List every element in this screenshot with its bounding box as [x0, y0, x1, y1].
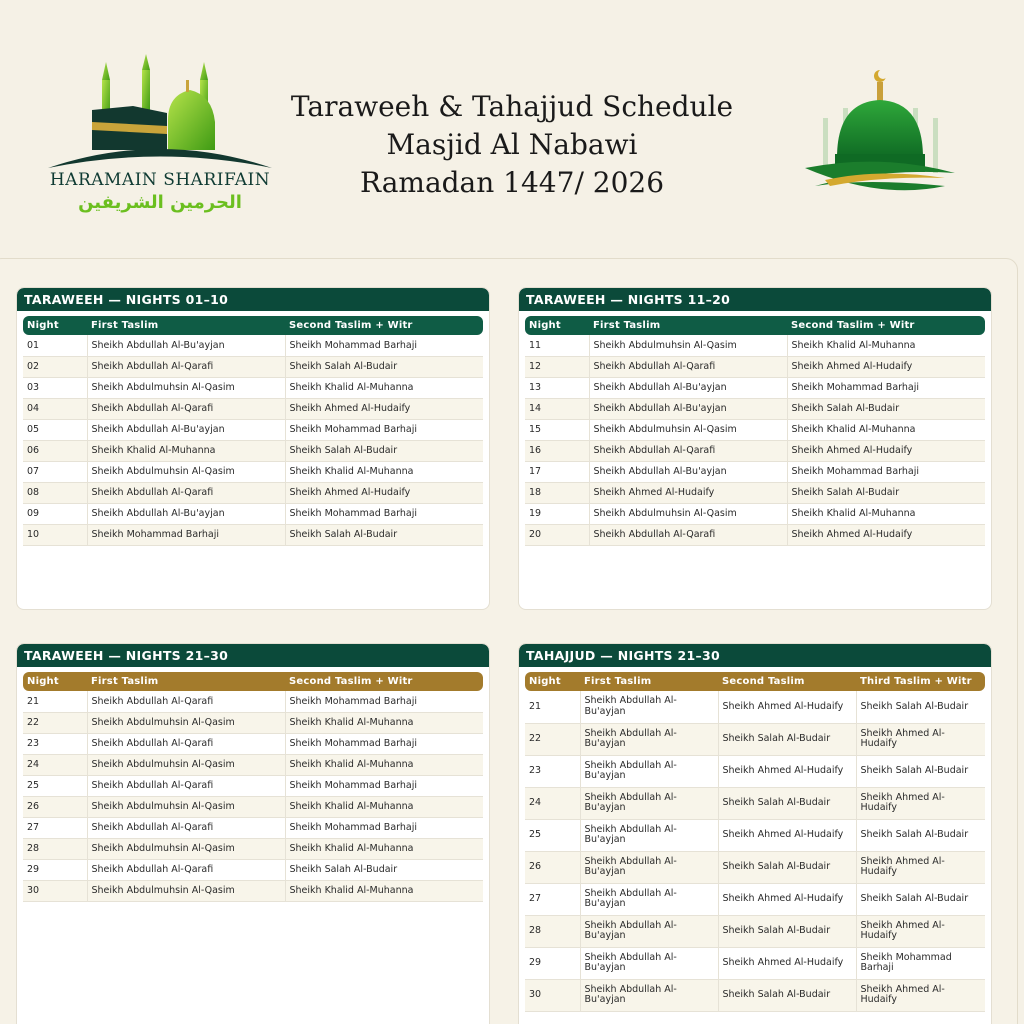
third-taslim-cell: Sheikh Ahmed Al-Hudaify — [856, 723, 985, 755]
second-taslim-cell: Sheikh Ahmed Al-Hudaify — [718, 947, 856, 979]
first-taslim-cell: Sheikh Abdullah Al-Qarafi — [589, 524, 787, 545]
table-row — [23, 461, 483, 482]
night-cell: 04 — [23, 398, 87, 419]
night-cell: 11 — [525, 335, 589, 356]
second-taslim-cell: Sheikh Khalid Al-Muhanna — [787, 503, 985, 524]
column-header-night: Night — [525, 672, 580, 691]
night-cell: 26 — [23, 796, 87, 817]
night-cell: 28 — [23, 838, 87, 859]
table-row — [525, 419, 985, 440]
first-taslim-cell: Sheikh Abdullah Al-Qarafi — [87, 817, 285, 838]
green-dome-logo — [795, 68, 965, 203]
first-taslim-cell: Sheikh Mohammad Barhaji — [87, 524, 285, 545]
first-taslim-cell: Sheikh Abdullah Al-Qarafi — [87, 482, 285, 503]
first-taslim-cell: Sheikh Abdulmuhsin Al-Qasim — [87, 796, 285, 817]
second-taslim-cell: Sheikh Khalid Al-Muhanna — [285, 838, 483, 859]
table-row — [525, 979, 985, 1011]
table-row — [23, 796, 483, 817]
first-taslim-cell: Sheikh Abdulmuhsin Al-Qasim — [87, 377, 285, 398]
first-taslim-cell: Sheikh Abdullah Al-Bu'ayjan — [580, 723, 718, 755]
night-cell: 19 — [525, 503, 589, 524]
table-row — [525, 356, 985, 377]
second-taslim-cell: Sheikh Khalid Al-Muhanna — [285, 461, 483, 482]
second-taslim-cell: Sheikh Salah Al-Budair — [718, 787, 856, 819]
first-taslim-cell: Sheikh Abdulmuhsin Al-Qasim — [87, 754, 285, 775]
haramain-logo — [40, 50, 280, 225]
night-cell: 30 — [525, 979, 580, 1011]
night-cell: 10 — [23, 524, 87, 545]
night-cell: 30 — [23, 880, 87, 901]
first-taslim-cell: Sheikh Abdullah Al-Bu'ayjan — [87, 419, 285, 440]
third-taslim-cell: Sheikh Ahmed Al-Hudaify — [856, 979, 985, 1011]
night-cell: 29 — [23, 859, 87, 880]
table-row — [525, 947, 985, 979]
first-taslim-cell: Sheikh Abdullah Al-Bu'ayjan — [580, 691, 718, 723]
night-cell: 01 — [23, 335, 87, 356]
first-taslim-cell: Sheikh Abdullah Al-Bu'ayjan — [580, 883, 718, 915]
night-cell: 25 — [525, 819, 580, 851]
second-taslim-cell: Sheikh Mohammad Barhaji — [285, 775, 483, 796]
second-taslim-cell: Sheikh Mohammad Barhaji — [787, 377, 985, 398]
table-row — [525, 482, 985, 503]
schedule-table — [23, 672, 483, 902]
second-taslim-cell: Sheikh Ahmed Al-Hudaify — [787, 440, 985, 461]
second-taslim-cell: Sheikh Mohammad Barhaji — [285, 691, 483, 712]
first-taslim-cell: Sheikh Abdullah Al-Bu'ayjan — [580, 947, 718, 979]
third-taslim-cell: Sheikh Ahmed Al-Hudaify — [856, 915, 985, 947]
night-cell: 05 — [23, 419, 87, 440]
first-taslim-cell: Sheikh Abdullah Al-Qarafi — [87, 356, 285, 377]
third-taslim-cell: Sheikh Ahmed Al-Hudaify — [856, 851, 985, 883]
night-cell: 08 — [23, 482, 87, 503]
table-row — [23, 838, 483, 859]
table-row — [23, 398, 483, 419]
column-header-second-taslim: Second Taslim + Witr — [285, 316, 483, 335]
schedule-table — [525, 672, 985, 1012]
night-cell: 17 — [525, 461, 589, 482]
second-taslim-cell: Sheikh Mohammad Barhaji — [285, 503, 483, 524]
second-taslim-cell: Sheikh Mohammad Barhaji — [285, 817, 483, 838]
second-taslim-cell: Sheikh Salah Al-Budair — [787, 482, 985, 503]
second-taslim-cell: Sheikh Salah Al-Budair — [718, 915, 856, 947]
table-row — [525, 691, 985, 723]
first-taslim-cell: Sheikh Khalid Al-Muhanna — [87, 440, 285, 461]
table-row — [525, 524, 985, 545]
night-cell: 18 — [525, 482, 589, 503]
night-cell: 23 — [525, 755, 580, 787]
column-header-third-taslim: Third Taslim + Witr — [856, 672, 985, 691]
second-taslim-cell: Sheikh Khalid Al-Muhanna — [285, 377, 483, 398]
first-taslim-cell: Sheikh Abdulmuhsin Al-Qasim — [589, 419, 787, 440]
table-row — [23, 356, 483, 377]
table-row — [525, 915, 985, 947]
night-cell: 09 — [23, 503, 87, 524]
taraweeh-nights-21-30-card — [16, 643, 490, 1024]
night-cell: 27 — [23, 817, 87, 838]
second-taslim-cell: Sheikh Salah Al-Budair — [285, 356, 483, 377]
night-cell: 03 — [23, 377, 87, 398]
first-taslim-cell: Sheikh Abdulmuhsin Al-Qasim — [589, 503, 787, 524]
card-title: TARAWEEH — NIGHTS 01–10 — [17, 288, 489, 311]
card-title: TARAWEEH — NIGHTS 21–30 — [17, 644, 489, 667]
second-taslim-cell: Sheikh Ahmed Al-Hudaify — [718, 691, 856, 723]
table-row — [23, 524, 483, 545]
second-taslim-cell: Sheikh Ahmed Al-Hudaify — [718, 819, 856, 851]
night-cell: 22 — [525, 723, 580, 755]
first-taslim-cell: Sheikh Abdullah Al-Bu'ayjan — [87, 335, 285, 356]
second-taslim-cell: Sheikh Salah Al-Budair — [285, 440, 483, 461]
second-taslim-cell: Sheikh Salah Al-Budair — [718, 851, 856, 883]
first-taslim-cell: Sheikh Abdullah Al-Qarafi — [589, 356, 787, 377]
second-taslim-cell: Sheikh Mohammad Barhaji — [285, 419, 483, 440]
night-cell: 13 — [525, 377, 589, 398]
table-row — [23, 482, 483, 503]
night-cell: 22 — [23, 712, 87, 733]
night-cell: 06 — [23, 440, 87, 461]
second-taslim-cell: Sheikh Salah Al-Budair — [718, 723, 856, 755]
night-cell: 21 — [525, 691, 580, 723]
second-taslim-cell: Sheikh Khalid Al-Muhanna — [787, 419, 985, 440]
table-row — [23, 691, 483, 712]
first-taslim-cell: Sheikh Abdullah Al-Bu'ayjan — [589, 398, 787, 419]
first-taslim-cell: Sheikh Abdulmuhsin Al-Qasim — [87, 838, 285, 859]
table-row — [525, 883, 985, 915]
taraweeh-nights-11-20-card — [518, 287, 992, 610]
column-header-night: Night — [525, 316, 589, 335]
first-taslim-cell: Sheikh Abdullah Al-Bu'ayjan — [589, 377, 787, 398]
night-cell: 21 — [23, 691, 87, 712]
page-title — [262, 88, 762, 202]
night-cell: 25 — [23, 775, 87, 796]
second-taslim-cell: Sheikh Ahmed Al-Hudaify — [285, 398, 483, 419]
first-taslim-cell: Sheikh Abdullah Al-Qarafi — [87, 733, 285, 754]
tahajjud-nights-21-30-card — [518, 643, 992, 1024]
first-taslim-cell: Sheikh Abdullah Al-Qarafi — [87, 775, 285, 796]
first-taslim-cell: Sheikh Abdullah Al-Bu'ayjan — [580, 851, 718, 883]
night-cell: 24 — [525, 787, 580, 819]
table-row — [23, 859, 483, 880]
table-row — [525, 851, 985, 883]
night-cell: 02 — [23, 356, 87, 377]
second-taslim-cell: Sheikh Ahmed Al-Hudaify — [718, 883, 856, 915]
night-cell: 24 — [23, 754, 87, 775]
second-taslim-cell: Sheikh Khalid Al-Muhanna — [285, 712, 483, 733]
title-line: Taraweeh & Tahajjud Schedule — [290, 90, 734, 123]
second-taslim-cell: Sheikh Salah Al-Budair — [787, 398, 985, 419]
night-cell: 23 — [23, 733, 87, 754]
first-taslim-cell: Sheikh Abdullah Al-Bu'ayjan — [580, 979, 718, 1011]
table-row — [23, 335, 483, 356]
second-taslim-cell: Sheikh Salah Al-Budair — [285, 859, 483, 880]
table-row — [525, 787, 985, 819]
first-taslim-cell: Sheikh Abdullah Al-Bu'ayjan — [580, 819, 718, 851]
first-taslim-cell: Sheikh Abdullah Al-Qarafi — [589, 440, 787, 461]
column-header-second-taslim: Second Taslim + Witr — [787, 316, 985, 335]
first-taslim-cell: Sheikh Abdullah Al-Bu'ayjan — [589, 461, 787, 482]
table-row — [525, 440, 985, 461]
first-taslim-cell: Sheikh Abdullah Al-Bu'ayjan — [580, 787, 718, 819]
third-taslim-cell: Sheikh Salah Al-Budair — [856, 819, 985, 851]
first-taslim-cell: Sheikh Abdullah Al-Bu'ayjan — [580, 915, 718, 947]
second-taslim-cell: Sheikh Khalid Al-Muhanna — [285, 754, 483, 775]
second-taslim-cell: Sheikh Salah Al-Budair — [285, 524, 483, 545]
night-cell: 29 — [525, 947, 580, 979]
second-taslim-cell: Sheikh Khalid Al-Muhanna — [787, 335, 985, 356]
third-taslim-cell: Sheikh Ahmed Al-Hudaify — [856, 787, 985, 819]
table-row — [525, 398, 985, 419]
first-taslim-cell: Sheikh Abdulmuhsin Al-Qasim — [87, 461, 285, 482]
first-taslim-cell: Sheikh Ahmed Al-Hudaify — [589, 482, 787, 503]
night-cell: 27 — [525, 883, 580, 915]
green-dome-crescent-logo-icon — [795, 68, 965, 203]
brand-name: HARAMAIN SHARIFAIN — [49, 170, 271, 190]
column-header-first-taslim: First Taslim — [589, 316, 787, 335]
night-cell: 16 — [525, 440, 589, 461]
schedule-table — [23, 316, 483, 546]
first-taslim-cell: Sheikh Abdullah Al-Bu'ayjan — [580, 755, 718, 787]
table-row — [525, 335, 985, 356]
first-taslim-cell: Sheikh Abdullah Al-Qarafi — [87, 398, 285, 419]
second-taslim-cell: Sheikh Khalid Al-Muhanna — [285, 796, 483, 817]
table-row — [23, 880, 483, 901]
table-row — [525, 461, 985, 482]
card-title: TARAWEEH — NIGHTS 11–20 — [519, 288, 991, 311]
column-header-first-taslim: First Taslim — [87, 672, 285, 691]
schedule-table — [525, 316, 985, 546]
night-cell: 28 — [525, 915, 580, 947]
second-taslim-cell: Sheikh Ahmed Al-Hudaify — [718, 755, 856, 787]
table-row — [525, 377, 985, 398]
third-taslim-cell: Sheikh Mohammad Barhaji — [856, 947, 985, 979]
first-taslim-cell: Sheikh Abdullah Al-Qarafi — [87, 691, 285, 712]
table-row — [23, 817, 483, 838]
card-title: TAHAJJUD — NIGHTS 21–30 — [519, 644, 991, 667]
table-row — [23, 754, 483, 775]
night-cell: 15 — [525, 419, 589, 440]
night-cell: 20 — [525, 524, 589, 545]
night-cell: 12 — [525, 356, 589, 377]
night-cell: 26 — [525, 851, 580, 883]
column-header-second-taslim: Second Taslim + Witr — [285, 672, 483, 691]
first-taslim-cell: Sheikh Abdulmuhsin Al-Qasim — [87, 880, 285, 901]
third-taslim-cell: Sheikh Salah Al-Budair — [856, 883, 985, 915]
table-row — [23, 775, 483, 796]
second-taslim-cell: Sheikh Salah Al-Budair — [718, 979, 856, 1011]
column-header-night: Night — [23, 316, 87, 335]
second-taslim-cell: Sheikh Mohammad Barhaji — [787, 461, 985, 482]
column-header-night: Night — [23, 672, 87, 691]
brand-name-arabic: الحرمين الشريفين — [78, 192, 242, 213]
first-taslim-cell: Sheikh Abdullah Al-Qarafi — [87, 859, 285, 880]
second-taslim-cell: Sheikh Mohammad Barhaji — [285, 335, 483, 356]
table-row — [525, 755, 985, 787]
second-taslim-cell: Sheikh Ahmed Al-Hudaify — [285, 482, 483, 503]
night-cell: 14 — [525, 398, 589, 419]
second-taslim-cell: Sheikh Ahmed Al-Hudaify — [787, 524, 985, 545]
table-row — [23, 419, 483, 440]
table-row — [525, 723, 985, 755]
table-row — [23, 712, 483, 733]
first-taslim-cell: Sheikh Abdullah Al-Bu'ayjan — [87, 503, 285, 524]
column-header-second-taslim: Second Taslim — [718, 672, 856, 691]
table-row — [23, 503, 483, 524]
table-row — [525, 819, 985, 851]
page-header — [0, 0, 1024, 250]
third-taslim-cell: Sheikh Salah Al-Budair — [856, 755, 985, 787]
table-row — [23, 440, 483, 461]
third-taslim-cell: Sheikh Salah Al-Budair — [856, 691, 985, 723]
second-taslim-cell: Sheikh Ahmed Al-Hudaify — [787, 356, 985, 377]
first-taslim-cell: Sheikh Abdulmuhsin Al-Qasim — [87, 712, 285, 733]
kaaba-and-green-dome-logo-icon — [40, 50, 280, 175]
night-cell: 07 — [23, 461, 87, 482]
taraweeh-nights-01-10-card — [16, 287, 490, 610]
first-taslim-cell: Sheikh Abdulmuhsin Al-Qasim — [589, 335, 787, 356]
subtitle-mosque: Masjid Al Nabawi — [386, 128, 638, 161]
column-header-first-taslim: First Taslim — [87, 316, 285, 335]
second-taslim-cell: Sheikh Khalid Al-Muhanna — [285, 880, 483, 901]
second-taslim-cell: Sheikh Mohammad Barhaji — [285, 733, 483, 754]
subtitle-date: Ramadan 1447/ 2026 — [359, 166, 665, 199]
table-row — [23, 377, 483, 398]
table-row — [23, 733, 483, 754]
column-header-first-taslim: First Taslim — [580, 672, 718, 691]
table-row — [525, 503, 985, 524]
